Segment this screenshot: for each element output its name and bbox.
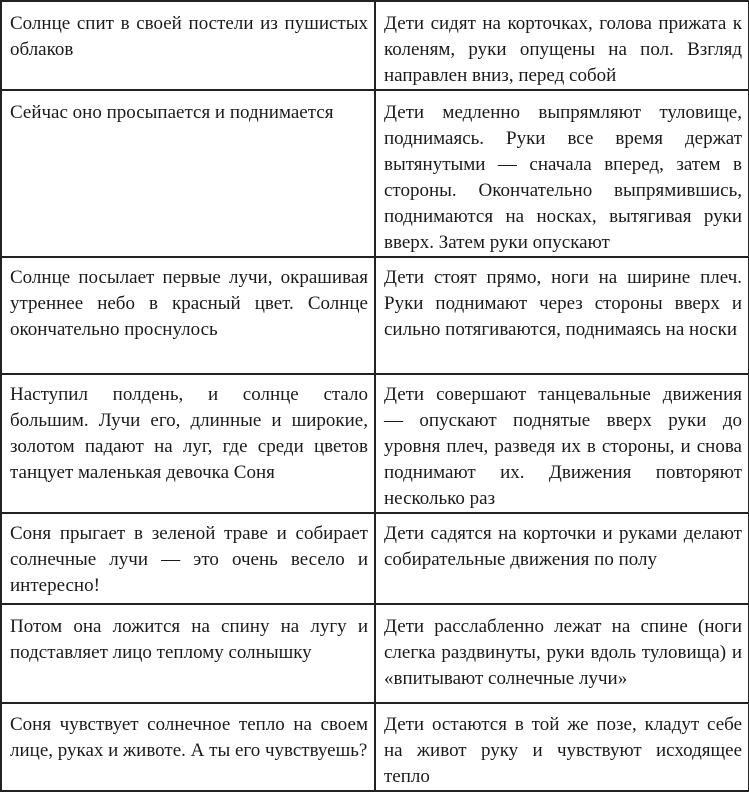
action-cell [375, 1, 749, 90]
action-text: Дети сидят на корточках, голова прижата к коленям, руки опущены на пол. Взгляд направлен вниз, перед собой [384, 13, 742, 86]
story-cell [1, 703, 375, 791]
table-row [1, 703, 749, 791]
table-row [1, 1, 749, 90]
table-row [1, 90, 749, 257]
table-row [1, 513, 749, 604]
action-cell [375, 90, 749, 257]
action-cell [375, 604, 749, 703]
story-cell [1, 90, 375, 257]
story-text: Солнце спит в своей постели из пушистых облаков [10, 13, 368, 60]
action-cell [375, 513, 749, 604]
table-row [1, 374, 749, 513]
table-row [1, 257, 749, 374]
story-text: Потом она ложится на спину на лугу и подставляет лицо теплому солнышку [10, 616, 368, 663]
story-text: Солнце посылает первые лучи, окрашивая утреннее небо в красный цвет. Солнце окончательно проснулось [10, 267, 368, 340]
story-text: Наступил полдень, и солнце стало большим. Лучи его, длинные и широкие, золотом падают на луг, где среди цветов танцует маленькая девочка Соня [10, 384, 368, 483]
story-text: Сейчас оно просыпается и поднимается [10, 102, 334, 123]
story-text: Соня прыгает в зеленой траве и собирает солнечные лучи — это очень весело и интересно! [10, 523, 368, 596]
story-cell [1, 513, 375, 604]
action-text: Дети садятся на корточки и руками делают собирательные движения по полу [384, 523, 742, 570]
action-text: Дети остаются в той же позе, кладут себе на живот руку и чувствуют исходящее тепло [384, 714, 742, 787]
action-text: Дети расслабленно лежат на спине (ноги слегка раздвинуты, руки вдоль туловища) и «впитывают солнечные лучи» [384, 616, 742, 689]
action-cell [375, 257, 749, 374]
story-text: Соня чувствует солнечное тепло на своем лице, руках и животе. А ты его чувствуешь? [10, 714, 368, 761]
story-cell [1, 257, 375, 374]
story-cell [1, 374, 375, 513]
action-cell [375, 374, 749, 513]
action-text: Дети медленно выпрямляют туловище, поднимаясь. Руки все время держат вытянутыми — сначала вперед, затем в стороны. Окончательно выпрямившись, поднимаются на носках, вытягивая руки вверх. Затем руки опускают [384, 102, 742, 253]
action-text: Дети стоят прямо, ноги на ширине плеч. Руки поднимают через стороны вверх и сильно потягиваются, поднимаясь на носки [384, 267, 742, 340]
table-row [1, 604, 749, 703]
story-cell [1, 604, 375, 703]
action-cell [375, 703, 749, 791]
story-cell [1, 1, 375, 90]
action-text: Дети совершают танцевальные движения — опускают поднятые вверх руки до уровня плеч, разведя их в стороны, и снова поднимают их. Движения повторяют несколько раз [384, 384, 742, 509]
